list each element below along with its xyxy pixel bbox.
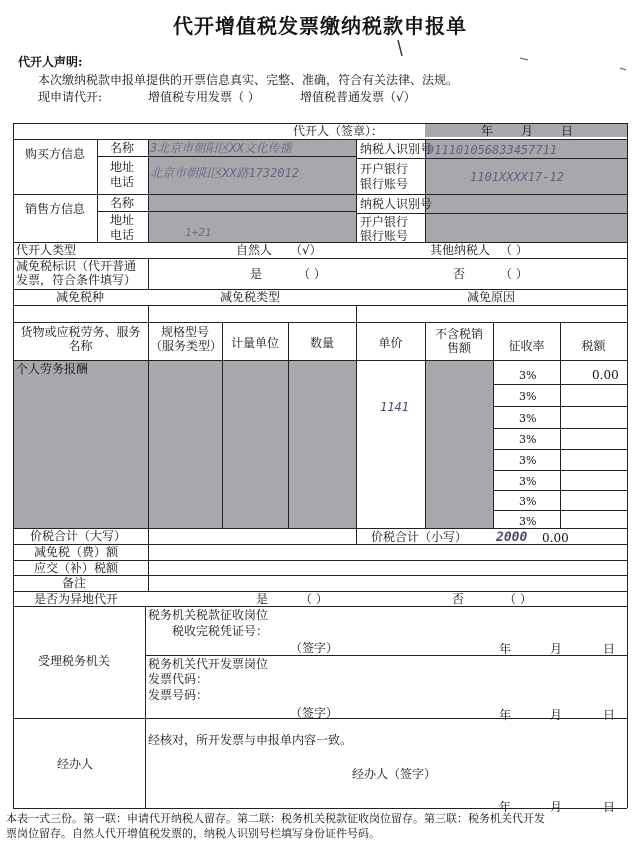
col-price: 单价 (378, 336, 403, 350)
handler-day: 日 (603, 800, 616, 814)
seller-name-label: 名称 (110, 196, 135, 210)
tax-office-month-1: 月 (550, 642, 563, 656)
rate-row-1: 3% (519, 369, 537, 382)
seller-phone-label: 电话 (110, 228, 135, 242)
first-tax-amount: 0.00 (592, 368, 619, 382)
agent-type-natural-mark: （√） (290, 243, 322, 257)
handwritten-total-amount: 2000 (496, 530, 528, 545)
declaration-heading: 代开人声明: (18, 55, 83, 69)
agent-type-other-mark: （ ） (500, 243, 528, 257)
page-title: 代开增值税发票缴纳税款申报单 (173, 14, 467, 38)
seller-section-label: 销售方信息 (24, 202, 85, 216)
offsite-yes: 是 (256, 592, 269, 606)
pen-marks (390, 38, 640, 78)
exempt-fee-label: 减免税（费）额 (34, 545, 119, 559)
tax-office-day-2: 日 (603, 708, 616, 722)
rate-row-8: 3% (519, 515, 537, 528)
exemption-label-line2: 发票，符合条件填写） (16, 273, 137, 287)
tax-office-day-1: 日 (603, 642, 616, 656)
col-tax: 税额 (581, 339, 606, 353)
seller-address-label: 地址 (110, 213, 135, 227)
handler-sign: 经办人（签字） (352, 767, 437, 781)
first-item-name: 个人劳务报酬 (16, 362, 89, 376)
col-sales: 不含税销售额 (434, 327, 483, 355)
buyer-section-label: 购买方信息 (24, 147, 85, 161)
shade-spec (148, 360, 222, 528)
exemption-reason-label: 减免原因 (467, 290, 516, 304)
agent-type-other: 其他纳税人 (430, 243, 491, 257)
shade-seller-right (425, 194, 627, 242)
seller-bank-label: 开户银行 (360, 215, 409, 229)
buyer-name-label: 名称 (110, 141, 135, 155)
special-invoice-option: 增值税专用发票（ ） (148, 90, 260, 104)
seller-taxid-label: 纳税人识别号 (360, 197, 433, 211)
col-unit: 计量单位 (230, 336, 279, 350)
col-rate: 征收率 (508, 339, 545, 353)
invoice-post-label: 税务机关代开发票岗位 (148, 657, 269, 671)
ordinary-invoice-option: 增值税普通发票（√） (300, 90, 416, 104)
handwritten-unit-price: 1141 (380, 400, 409, 414)
shade-sales (425, 360, 493, 528)
buyer-taxid-label: 纳税人识别号 (360, 142, 433, 156)
shade-item-name (13, 360, 148, 528)
total-upper-label: 价税合计（大写） (30, 529, 127, 543)
handler-statement: 经核对，所开发票与申报单内容一致。 (148, 733, 353, 747)
exemption-category-label: 减免税类型 (220, 290, 281, 304)
footer-line-2: 票岗位留存。自然人代开增值税发票的，纳税人识别号栏填写身份证件号码。 (6, 827, 380, 840)
exemption-yes-mark: （ ） (298, 267, 326, 281)
exemption-no: 否 (453, 267, 466, 281)
tax-office-year-1: 年 (499, 642, 512, 656)
payable-label: 应交（补）税额 (34, 561, 119, 575)
tax-office-sign-2: （签字） (290, 706, 339, 720)
shade-unit (222, 360, 288, 528)
tax-office-sign-1: （签字） (290, 641, 339, 655)
exemption-no-mark: （ ） (500, 267, 528, 281)
offsite-yes-mark: （ ） (300, 592, 328, 606)
tax-office-month-2: 月 (550, 708, 563, 722)
header-day: 日 (561, 124, 574, 138)
rate-row-4: 3% (519, 433, 537, 446)
handwritten-buyer-taxid: 911101056833457711 (427, 143, 558, 157)
exemption-yes: 是 (250, 267, 263, 281)
shade-qty (288, 360, 356, 528)
buyer-bank-label: 开户银行 (360, 162, 409, 176)
rate-row-3: 3% (519, 412, 537, 425)
tax-office-year-2: 年 (499, 708, 512, 722)
invoice-no-label: 发票号码： (148, 688, 209, 702)
apply-label: 现申请代开: (38, 90, 103, 104)
exemption-tax-type-label: 减免税种 (56, 290, 105, 304)
buyer-address-label: 地址 (110, 160, 135, 174)
declaration-text: 本次缴纳税款申报单提供的开票信息真实、完整、准确，符合有关法律、法规。 (38, 73, 459, 87)
receipt-no-label: 税收完税凭证号： (172, 624, 269, 638)
agent-type-natural: 自然人 (236, 243, 273, 257)
levy-post-label: 税务机关税款征收岗位 (148, 608, 269, 622)
handler-month: 月 (550, 800, 563, 814)
handwritten-buyer-address: 北京市朝阳区XX路1732012 (150, 166, 300, 180)
col-qty: 数量 (309, 336, 334, 350)
seller-account-label: 银行账号 (360, 229, 409, 243)
handwritten-buyer-name: 3北京市朝阳区XX文化传播 (150, 141, 292, 155)
total-lower-label: 价税合计（小写） (371, 530, 468, 544)
handwritten-seller-name: 1+21 (185, 226, 212, 239)
total-lower-value: 0.00 (542, 531, 569, 545)
buyer-phone-label: 电话 (110, 175, 135, 189)
header-month: 月 (521, 124, 534, 138)
rate-row-6: 3% (519, 475, 537, 488)
agent-type-label: 代开人类型 (16, 243, 77, 257)
offsite-no-mark: （ ） (504, 592, 532, 606)
rate-row-7: 3% (519, 495, 537, 508)
offsite-label: 是否为异地代开 (34, 592, 119, 606)
header-year: 年 (481, 124, 494, 138)
col-goods-name: 货物或应税劳务、服务名称 (20, 325, 141, 353)
offsite-no: 否 (452, 592, 465, 606)
rate-row-2: 3% (519, 390, 537, 403)
exemption-label-line1: 减免税标识（代开普通 (16, 259, 137, 273)
col-spec: 规格型号（服务类型） (150, 325, 223, 353)
shade-seller-name (148, 194, 356, 242)
tax-office-label: 受理税务机关 (38, 654, 111, 668)
handler-label: 经办人 (57, 757, 94, 771)
invoice-code-label: 发票代码： (148, 672, 209, 686)
footer-line-1: 本表一式三份。第一联：申请代开纳税人留存。第二联：税务机关税款征收岗位留存。第三联：税务机关代开发 (6, 812, 545, 825)
handler-year: 年 (499, 800, 512, 814)
agent-sign-label: 代开人（签章）： (293, 124, 384, 138)
rate-row-5: 3% (519, 454, 537, 467)
remarks-label: 备注 (62, 576, 87, 590)
buyer-account-label: 银行账号 (360, 177, 409, 191)
handwritten-buyer-bank: 1101XXXX17-12 (470, 170, 564, 184)
